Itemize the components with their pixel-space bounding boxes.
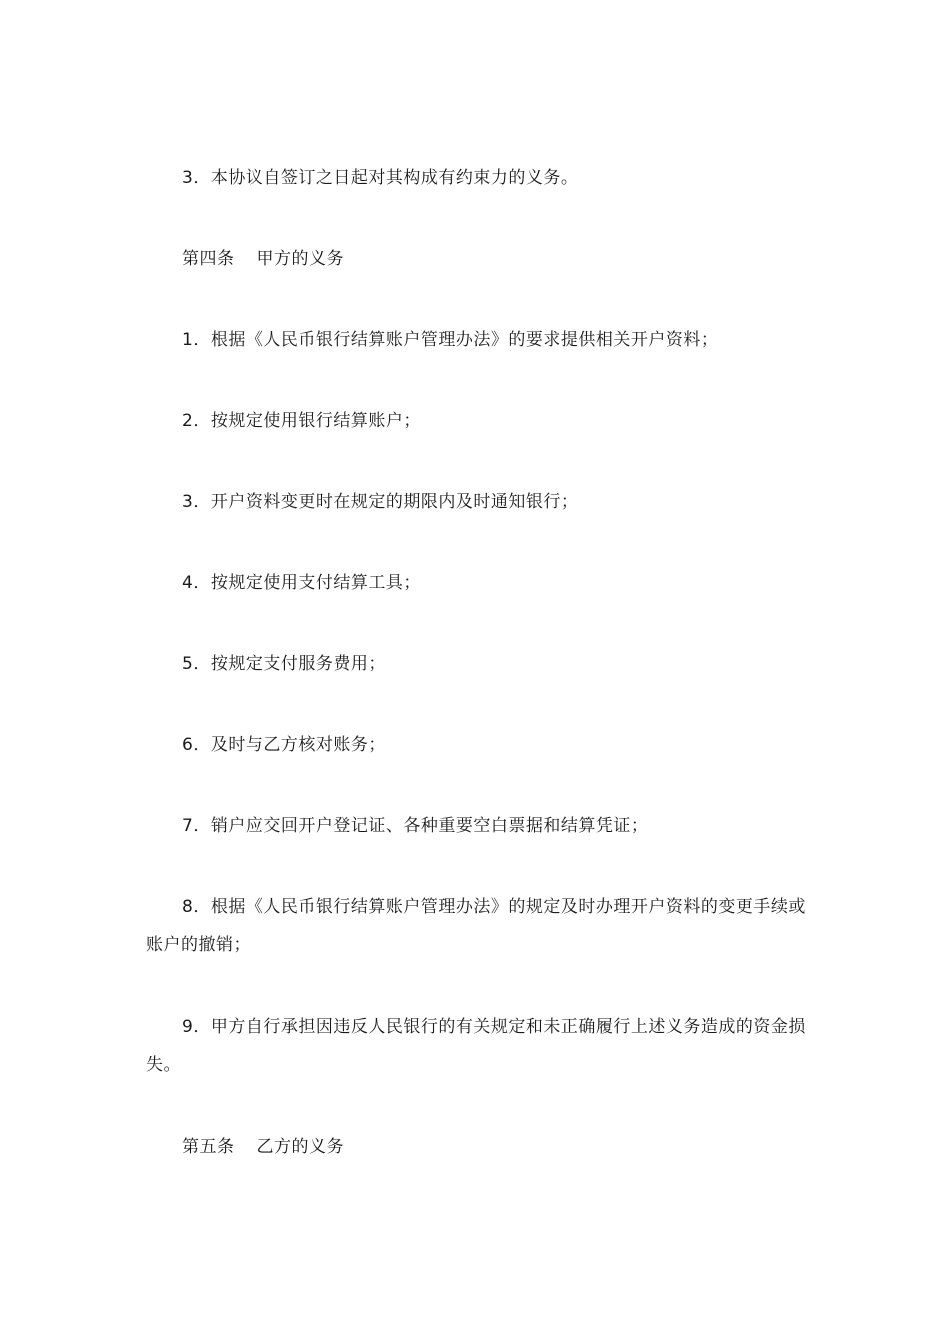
paragraph-item-7: 7．销户应交回开户登记证、各种重要空白票据和结算凭证； — [182, 816, 649, 836]
paragraph-item-3: 3．开户资料变更时在规定的期限内及时通知银行； — [182, 492, 579, 512]
article-4-number: 第四条 — [182, 249, 235, 269]
article-5-heading — [146, 1128, 808, 1166]
paragraph-clause-3: 3．本协议自签订之日起对其构成有约束力的义务。 — [182, 168, 579, 188]
paragraph-item-5: 5．按规定支付服务费用； — [182, 654, 386, 674]
paragraph-item-9: 9．甲方自行承担因违反人民银行的有关规定和未正确履行上述义务造成的资金损失。 — [146, 1017, 806, 1075]
article-4-title: 甲方的义务 — [256, 249, 344, 269]
paragraph-item-2: 2．按规定使用银行结算账户； — [182, 411, 421, 431]
paragraph-item-1: 1．根据《人民币银行结算账户管理办法》的要求提供相关开户资料； — [182, 330, 719, 350]
article-5-title: 乙方的义务 — [256, 1137, 344, 1157]
paragraph-item-6: 6．及时与乙方核对账务； — [182, 735, 386, 755]
article-4-heading — [146, 240, 808, 278]
paragraph-item-8: 8．根据《人民币银行结算账户管理办法》的规定及时办理开户资料的变更手续或账户的撤销； — [146, 897, 806, 955]
paragraph-item-4: 4．按规定使用支付结算工具； — [182, 573, 421, 593]
article-5-number: 第五条 — [182, 1137, 235, 1157]
